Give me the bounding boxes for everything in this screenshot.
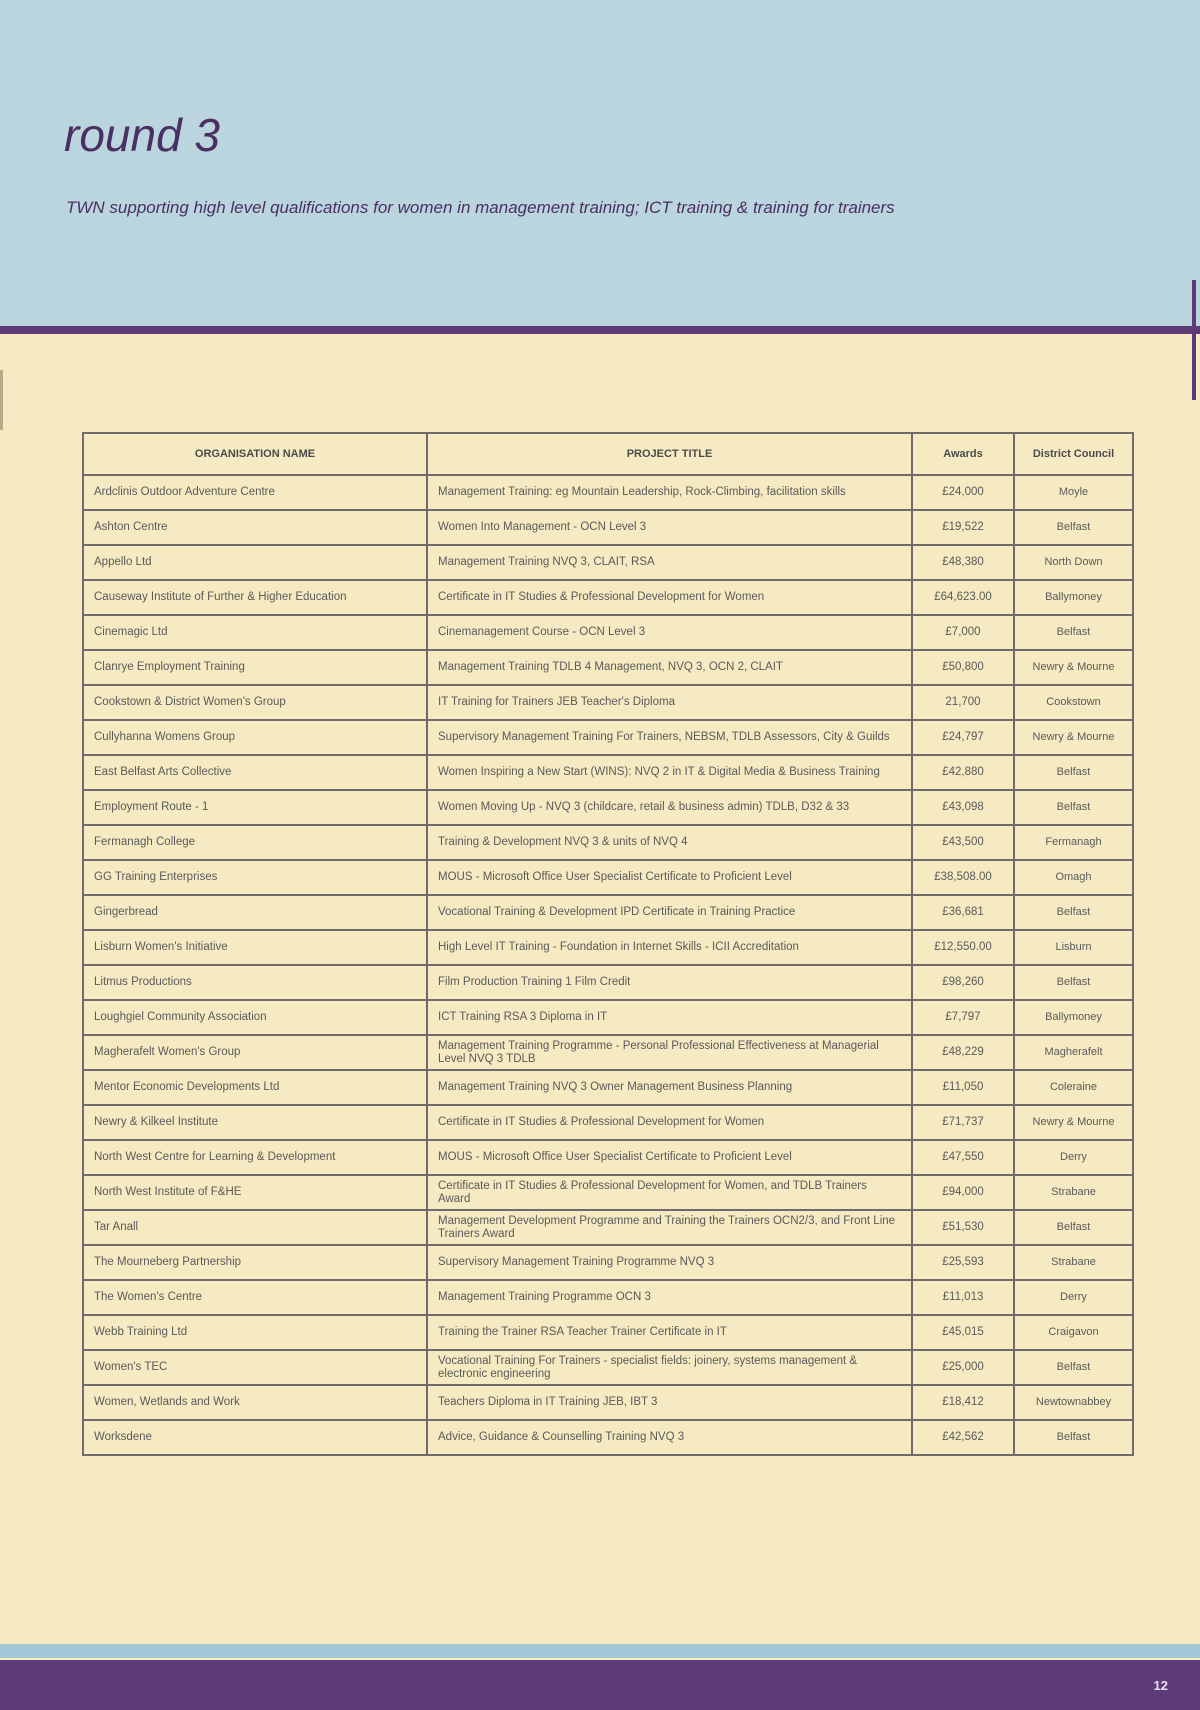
- cell-project: ICT Training RSA 3 Diploma in IT: [427, 1000, 912, 1035]
- table-row: [83, 545, 1133, 580]
- cell-award: £11,013: [912, 1280, 1014, 1315]
- table-header-row: [83, 433, 1133, 475]
- table-row: [83, 1420, 1133, 1455]
- table-row: [83, 510, 1133, 545]
- cell-council: Newtownabbey: [1014, 1385, 1133, 1420]
- table-row: [83, 790, 1133, 825]
- page-number: 12: [1153, 1678, 1168, 1693]
- cell-organisation: Lisburn Women's Initiative: [83, 930, 427, 965]
- cell-organisation: Gingerbread: [83, 895, 427, 930]
- cell-project: Training & Development NVQ 3 & units of NVQ 4: [427, 825, 912, 860]
- cell-organisation: Clanrye Employment Training: [83, 650, 427, 685]
- cell-project: Teachers Diploma in IT Training JEB, IBT 3: [427, 1385, 912, 1420]
- table-row: [83, 895, 1133, 930]
- cell-council: Belfast: [1014, 615, 1133, 650]
- cell-award: £45,015: [912, 1315, 1014, 1350]
- table-row: [83, 1140, 1133, 1175]
- cell-project: Certificate in IT Studies & Professional Development for Women, and TDLB Trainers Award: [427, 1175, 912, 1210]
- table-row: [83, 1000, 1133, 1035]
- cell-council: Omagh: [1014, 860, 1133, 895]
- cell-award: £71,737: [912, 1105, 1014, 1140]
- table-row: [83, 1175, 1133, 1210]
- cell-organisation: Ashton Centre: [83, 510, 427, 545]
- header-divider: [0, 326, 1200, 334]
- header-organisation: ORGANISATION NAME: [83, 433, 427, 475]
- cell-organisation: Worksdene: [83, 1420, 427, 1455]
- cell-council: Derry: [1014, 1140, 1133, 1175]
- cell-project: MOUS - Microsoft Office User Specialist Certificate to Proficient Level: [427, 1140, 912, 1175]
- cell-council: Derry: [1014, 1280, 1133, 1315]
- cell-council: Belfast: [1014, 790, 1133, 825]
- cell-council: Belfast: [1014, 510, 1133, 545]
- table-row: [83, 1070, 1133, 1105]
- cell-council: Belfast: [1014, 755, 1133, 790]
- table-row: [83, 930, 1133, 965]
- cell-project: Certificate in IT Studies & Professional Development for Women: [427, 580, 912, 615]
- cell-organisation: Magherafelt Women's Group: [83, 1035, 427, 1070]
- header-edge-bar: [1192, 280, 1196, 400]
- cell-council: Belfast: [1014, 1210, 1133, 1245]
- table-row: [83, 965, 1133, 1000]
- cell-project: Management Development Programme and Training the Trainers OCN2/3, and Front Line Trainers Award: [427, 1210, 912, 1245]
- cell-council: Coleraine: [1014, 1070, 1133, 1105]
- cell-award: £48,229: [912, 1035, 1014, 1070]
- cell-organisation: Appello Ltd: [83, 545, 427, 580]
- table-row: [83, 1105, 1133, 1140]
- cell-award: 21,700: [912, 685, 1014, 720]
- cell-council: North Down: [1014, 545, 1133, 580]
- table-row: [83, 825, 1133, 860]
- cell-organisation: Women, Wetlands and Work: [83, 1385, 427, 1420]
- cell-organisation: Tar Anall: [83, 1210, 427, 1245]
- cell-project: Management Training: eg Mountain Leadership, Rock-Climbing, facilitation skills: [427, 475, 912, 510]
- cell-council: Fermanagh: [1014, 825, 1133, 860]
- cell-council: Newry & Mourne: [1014, 1105, 1133, 1140]
- table-row: [83, 475, 1133, 510]
- cell-council: Moyle: [1014, 475, 1133, 510]
- cell-project: Vocational Training & Development IPD Certificate in Training Practice: [427, 895, 912, 930]
- cell-project: Supervisory Management Training For Trainers, NEBSM, TDLB Assessors, City & Guilds: [427, 720, 912, 755]
- cell-project: Women Into Management - OCN Level 3: [427, 510, 912, 545]
- cell-award: £18,412: [912, 1385, 1014, 1420]
- cell-project: MOUS - Microsoft Office User Specialist Certificate to Proficient Level: [427, 860, 912, 895]
- cell-organisation: Cookstown & District Women's Group: [83, 685, 427, 720]
- cell-project: IT Training for Trainers JEB Teacher's Diploma: [427, 685, 912, 720]
- cell-project: High Level IT Training - Foundation in Internet Skills - ICII Accreditation: [427, 930, 912, 965]
- cell-project: Advice, Guidance & Counselling Training NVQ 3: [427, 1420, 912, 1455]
- cell-project: Management Training Programme - Personal Professional Effectiveness at Managerial Level NVQ 3 TDLB: [427, 1035, 912, 1070]
- header-project: PROJECT TITLE: [427, 433, 912, 475]
- cell-project: Management Training NVQ 3 Owner Management Business Planning: [427, 1070, 912, 1105]
- table-row: [83, 1210, 1133, 1245]
- cell-council: Strabane: [1014, 1175, 1133, 1210]
- cell-project: Management Training TDLB 4 Management, NVQ 3, OCN 2, CLAIT: [427, 650, 912, 685]
- table-row: [83, 580, 1133, 615]
- cell-project: Supervisory Management Training Programme NVQ 3: [427, 1245, 912, 1280]
- cell-council: Ballymoney: [1014, 580, 1133, 615]
- cell-council: Cookstown: [1014, 685, 1133, 720]
- cell-council: Newry & Mourne: [1014, 720, 1133, 755]
- cell-award: £24,000: [912, 475, 1014, 510]
- cell-organisation: GG Training Enterprises: [83, 860, 427, 895]
- cell-award: £50,800: [912, 650, 1014, 685]
- header-band: [0, 0, 1200, 328]
- cell-organisation: Newry & Kilkeel Institute: [83, 1105, 427, 1140]
- cell-project: Certificate in IT Studies & Professional Development for Women: [427, 1105, 912, 1140]
- cell-organisation: Webb Training Ltd: [83, 1315, 427, 1350]
- cell-award: £43,098: [912, 790, 1014, 825]
- margin-mark: [0, 370, 3, 430]
- table-row: [83, 1245, 1133, 1280]
- cell-organisation: Cullyhanna Womens Group: [83, 720, 427, 755]
- table-row: [83, 720, 1133, 755]
- cell-award: £94,000: [912, 1175, 1014, 1210]
- cell-award: £11,050: [912, 1070, 1014, 1105]
- cell-award: £51,530: [912, 1210, 1014, 1245]
- cell-award: £25,593: [912, 1245, 1014, 1280]
- cell-organisation: Fermanagh College: [83, 825, 427, 860]
- awards-table-container: [82, 432, 1132, 1456]
- cell-organisation: Ardclinis Outdoor Adventure Centre: [83, 475, 427, 510]
- table-row: [83, 1315, 1133, 1350]
- cell-project: Training the Trainer RSA Teacher Trainer Certificate in IT: [427, 1315, 912, 1350]
- cell-organisation: Women's TEC: [83, 1350, 427, 1385]
- awards-table: [82, 432, 1134, 1456]
- table-row: [83, 650, 1133, 685]
- cell-council: Magherafelt: [1014, 1035, 1133, 1070]
- cell-council: Ballymoney: [1014, 1000, 1133, 1035]
- cell-organisation: Employment Route - 1: [83, 790, 427, 825]
- table-row: [83, 1280, 1133, 1315]
- cell-award: £98,260: [912, 965, 1014, 1000]
- cell-award: £64,623.00: [912, 580, 1014, 615]
- cell-council: Newry & Mourne: [1014, 650, 1133, 685]
- cell-award: £42,562: [912, 1420, 1014, 1455]
- cell-organisation: North West Centre for Learning & Development: [83, 1140, 427, 1175]
- cell-award: £48,380: [912, 545, 1014, 580]
- cell-council: Belfast: [1014, 1420, 1133, 1455]
- cell-award: £12,550.00: [912, 930, 1014, 965]
- cell-council: Strabane: [1014, 1245, 1133, 1280]
- cell-award: £43,500: [912, 825, 1014, 860]
- cell-award: £24,797: [912, 720, 1014, 755]
- table-row: [83, 860, 1133, 895]
- cell-project: Women Inspiring a New Start (WINS): NVQ 2 in IT & Digital Media & Business Training: [427, 755, 912, 790]
- table-row: [83, 755, 1133, 790]
- cell-project: Cinemanagement Course - OCN Level 3: [427, 615, 912, 650]
- table-body: [83, 475, 1133, 1455]
- cell-project: Management Training NVQ 3, CLAIT, RSA: [427, 545, 912, 580]
- cell-council: Belfast: [1014, 965, 1133, 1000]
- table-row: [83, 1350, 1133, 1385]
- table-row: [83, 1385, 1133, 1420]
- footer-purple-band: [0, 1660, 1200, 1710]
- cell-organisation: North West Institute of F&HE: [83, 1175, 427, 1210]
- cell-organisation: Loughgiel Community Association: [83, 1000, 427, 1035]
- cell-award: £7,797: [912, 1000, 1014, 1035]
- page-title: round 3: [64, 109, 221, 161]
- cell-award: £47,550: [912, 1140, 1014, 1175]
- cell-organisation: The Mourneberg Partnership: [83, 1245, 427, 1280]
- cell-award: £19,522: [912, 510, 1014, 545]
- table-row: [83, 615, 1133, 650]
- cell-organisation: Mentor Economic Developments Ltd: [83, 1070, 427, 1105]
- page-subtitle: TWN supporting high level qualifications for women in management training; ICT training & training for trainers: [66, 198, 895, 217]
- footer-blue-band: [0, 1644, 1200, 1658]
- cell-award: £7,000: [912, 615, 1014, 650]
- cell-project: Film Production Training 1 Film Credit: [427, 965, 912, 1000]
- cell-organisation: Causeway Institute of Further & Higher Education: [83, 580, 427, 615]
- cell-organisation: East Belfast Arts Collective: [83, 755, 427, 790]
- table-row: [83, 685, 1133, 720]
- cell-organisation: Litmus Productions: [83, 965, 427, 1000]
- table-row: [83, 1035, 1133, 1070]
- cell-council: Belfast: [1014, 895, 1133, 930]
- cell-award: £42,880: [912, 755, 1014, 790]
- header-awards: Awards: [912, 433, 1014, 475]
- header-council: District Council: [1014, 433, 1133, 475]
- cell-council: Belfast: [1014, 1350, 1133, 1385]
- cell-project: Vocational Training For Trainers - specialist fields: joinery, systems management & electronic engineering: [427, 1350, 912, 1385]
- cell-award: £38,508.00: [912, 860, 1014, 895]
- cell-award: £36,681: [912, 895, 1014, 930]
- cell-project: Management Training Programme OCN 3: [427, 1280, 912, 1315]
- cell-council: Lisburn: [1014, 930, 1133, 965]
- cell-project: Women Moving Up - NVQ 3 (childcare, retail & business admin) TDLB, D32 & 33: [427, 790, 912, 825]
- cell-award: £25,000: [912, 1350, 1014, 1385]
- cell-council: Craigavon: [1014, 1315, 1133, 1350]
- cell-organisation: The Women's Centre: [83, 1280, 427, 1315]
- cell-organisation: Cinemagic Ltd: [83, 615, 427, 650]
